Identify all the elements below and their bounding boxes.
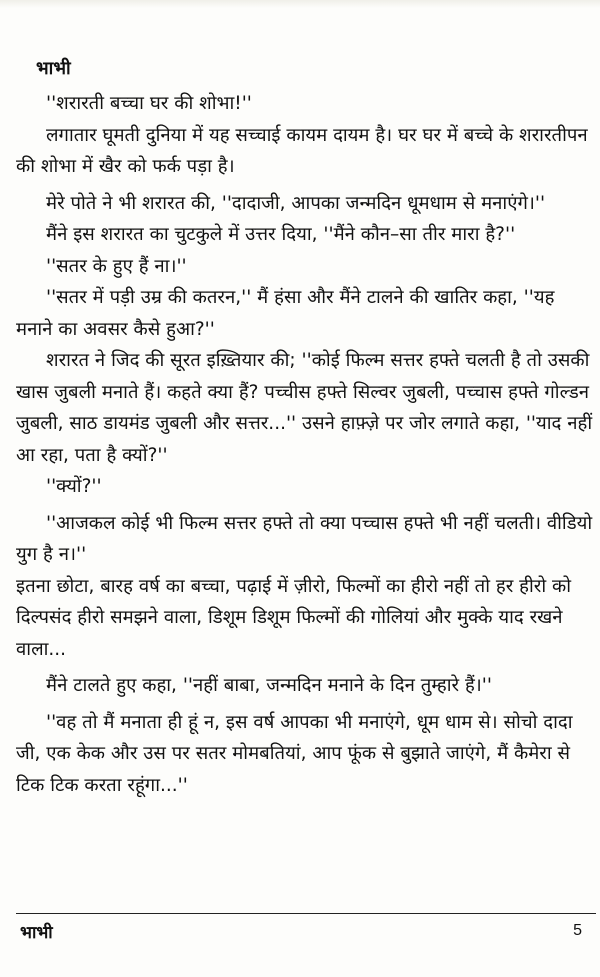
chapter-title: भाभी: [36, 58, 71, 79]
paragraph-11: मैंने टालते हुए कहा, ''नहीं बाबा, जन्मदिन मनाने के दिन तुम्हारे हैं।'': [46, 675, 492, 696]
paragraph-9: ''आजकल कोई भी फिल्म सत्तर हफ्ते तो क्या पच्चास हफ्ते भी नहीं चलती। वीडियो युग है न।'': [16, 512, 593, 565]
paragraph-12: ''वह तो मैं मनाता ही हूं न, इस वर्ष आपका भी मनाएंगे, धूम धाम से। सोचो दादा जी, एक केक और उस पर सतर मोमबतियां, आप फूंक से बुझाते जाएंगे, मैं कैमेरा से टिक टिक करता रहूंगा...'': [16, 711, 573, 796]
paragraph-4: मैंने इस शरारत का चुटकुले में उत्तर दिया, ''मैंने कौन–सा तीर मारा है?'': [46, 224, 516, 245]
paragraph-8: ''क्यों?'': [46, 476, 102, 497]
footer-divider: [16, 913, 596, 914]
paragraph-6: ''सतर में पड़ी उम्र की कतरन,'' मैं हंसा और मैंने टालने की खातिर कहा, ''यह मनाने का अवसर कैसे हुआ?'': [16, 287, 555, 340]
paragraph-2: लगातार घूमती दुनिया में यह सच्चाई कायम दायम है। घर घर में बच्चे के शरारतीपन की शोभा में खैर को फर्क पड़ा है।: [16, 124, 588, 177]
show-through-bleed: [0, 0, 600, 8]
page-number: 5: [573, 922, 582, 939]
paragraph-3: मेरे पोते ने भी शरारत की, ''दादाजी, आपका जन्मदिन धूमधाम से मनाएंगे।'': [46, 192, 546, 214]
page-content: [16, 56, 596, 801]
paragraph-7: शरारत ने जिद की सूरत इख़्तियार की; ''कोई फिल्म सत्तर हफ्ते चलती है तो उसकी खास जुबली मनाते हैं। कहते क्या हैं? पच्चीस हफ्ते सिल्वर जुबली, पच्चास हफ्ते गोल्डन जुबली, साठ डायमंड जुबली और सत्तर...'' उसने हाफ़्ज़े पर जोर लगाते कहा, ''याद नहीं आ रहा, पता है क्यों?'': [16, 350, 593, 466]
paragraph-5: ''सतर के हुए हैं ना।'': [46, 255, 187, 277]
running-footer-title: भाभी: [20, 923, 53, 943]
paragraph-1: ''शरारती बच्चा घर की शोभा!'': [46, 93, 252, 114]
paragraph-10: इतना छोटा, बारह वर्ष का बच्चा, पढ़ाई में ज़ीरो, फिल्मों का हीरो नहीं तो हर हीरो को दिल्पसंद हीरो समझने वाला, डिशूम डिशूम फिल्मों की गोलियां और मुक्के याद रखने वाला...: [16, 575, 571, 660]
